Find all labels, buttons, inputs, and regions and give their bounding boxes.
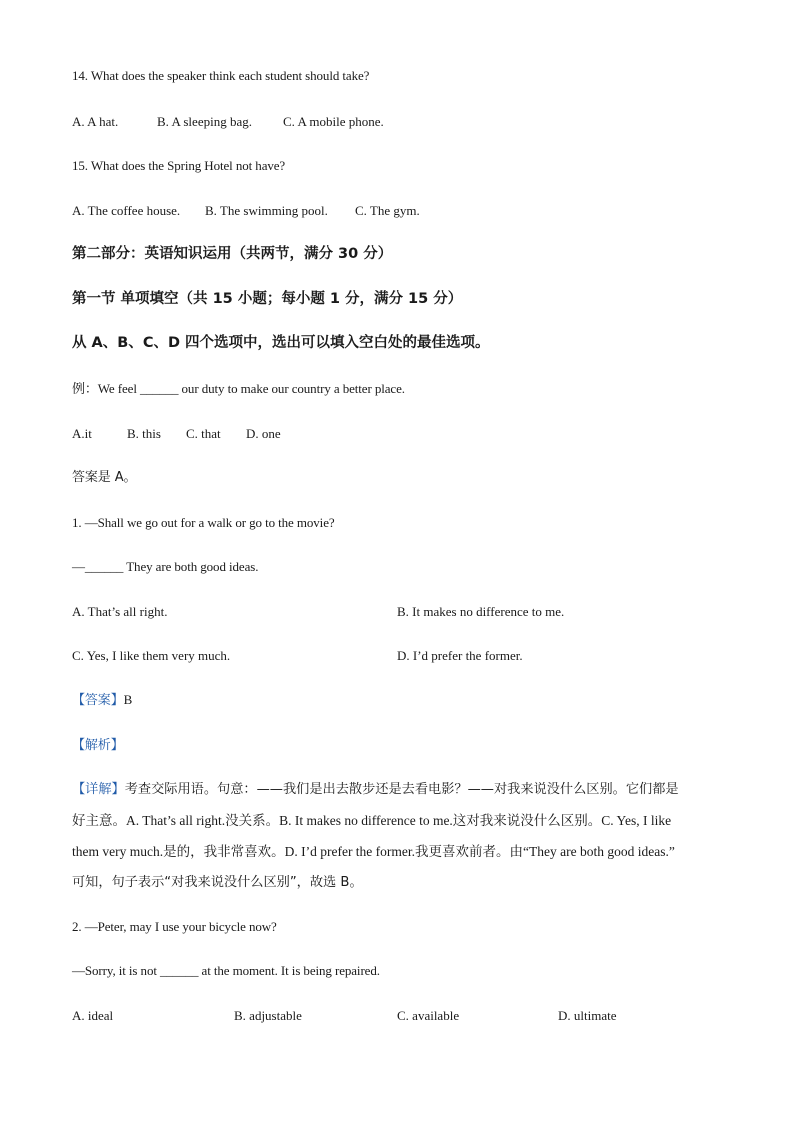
q1-option-c: C. Yes, I like them very much. bbox=[72, 648, 231, 663]
q2-line2: —Sorry, it is not ______ at the moment. It is being repaired. bbox=[72, 963, 380, 978]
part2-heading: 第二部分：英语知识运用（共两节，满分 30 分） bbox=[72, 246, 393, 262]
q14-stem: 14. What does the speaker think each student should take? bbox=[72, 68, 370, 83]
answer-value: B bbox=[123, 692, 133, 707]
q1-detail-paragraph bbox=[72, 774, 720, 898]
q1-line1: 1. —Shall we go out for a walk or go to the movie? bbox=[72, 515, 335, 530]
q2-option-b: B. adjustable bbox=[234, 1008, 302, 1023]
detail-line-4: 可知，句子表示“对我来说没什么区别”，故选 B。 bbox=[72, 875, 363, 890]
q15-option-b: B. The swimming pool. bbox=[205, 203, 328, 218]
q14-option-a: A. A hat. bbox=[72, 114, 119, 129]
detail-line-2: 好主意。A. That’s all right.没关系。B. It makes no difference to me.这对我来说没什么区别。C. Yes, I like bbox=[72, 813, 672, 828]
section1-heading: 第一节 单项填空（共 15 小题；每小题 1 分，满分 15 分） bbox=[72, 291, 463, 307]
q14-option-c: C. A mobile phone. bbox=[283, 114, 384, 129]
detail-line-1 bbox=[72, 774, 720, 805]
q14-option-b: B. A sleeping bag. bbox=[157, 114, 252, 129]
q1-option-a: A. That’s all right. bbox=[72, 604, 168, 619]
example-option-c: C. that bbox=[186, 426, 221, 441]
q2-line1: 2. —Peter, may I use your bicycle now? bbox=[72, 919, 277, 934]
example-option-a: A.it bbox=[72, 426, 92, 441]
q1-option-d: D. I’d prefer the former. bbox=[397, 648, 523, 663]
q1-line2: —______ They are both good ideas. bbox=[72, 559, 259, 574]
q2-option-d: D. ultimate bbox=[558, 1008, 617, 1023]
detail-tag: 【详解】 bbox=[72, 782, 125, 797]
section-instruction: 从 A、B、C、D 四个选项中，选出可以填入空白处的最佳选项。 bbox=[72, 335, 490, 351]
q1-analysis bbox=[72, 737, 124, 754]
example-stem: 例：We feel ______ our duty to make our country a better place. bbox=[72, 381, 405, 396]
q1-option-b: B. It makes no difference to me. bbox=[397, 604, 565, 619]
analysis-tag: 【解析】 bbox=[72, 738, 124, 753]
q2-option-c: C. available bbox=[397, 1008, 460, 1023]
example-option-d: D. one bbox=[246, 426, 281, 441]
example-option-b: B. this bbox=[127, 426, 161, 441]
example-answer: 答案是 A。 bbox=[72, 470, 137, 485]
q1-answer bbox=[72, 692, 132, 709]
q2-option-a: A. ideal bbox=[72, 1008, 114, 1023]
q15-stem: 15. What does the Spring Hotel not have? bbox=[72, 158, 286, 173]
answer-tag: 【答案】 bbox=[72, 693, 124, 708]
q15-option-c: C. The gym. bbox=[355, 203, 420, 218]
detail-line-3: them very much.是的，我非常喜欢。D. I’d prefer the former.我更喜欢前者。由“They are both good ideas.” bbox=[72, 844, 675, 859]
detail-text-1: 考查交际用语。句意：——我们是出去散步还是去看电影？——对我来说没什么区别。它们都是 bbox=[124, 782, 679, 797]
q15-option-a: A. The coffee house. bbox=[72, 203, 181, 218]
